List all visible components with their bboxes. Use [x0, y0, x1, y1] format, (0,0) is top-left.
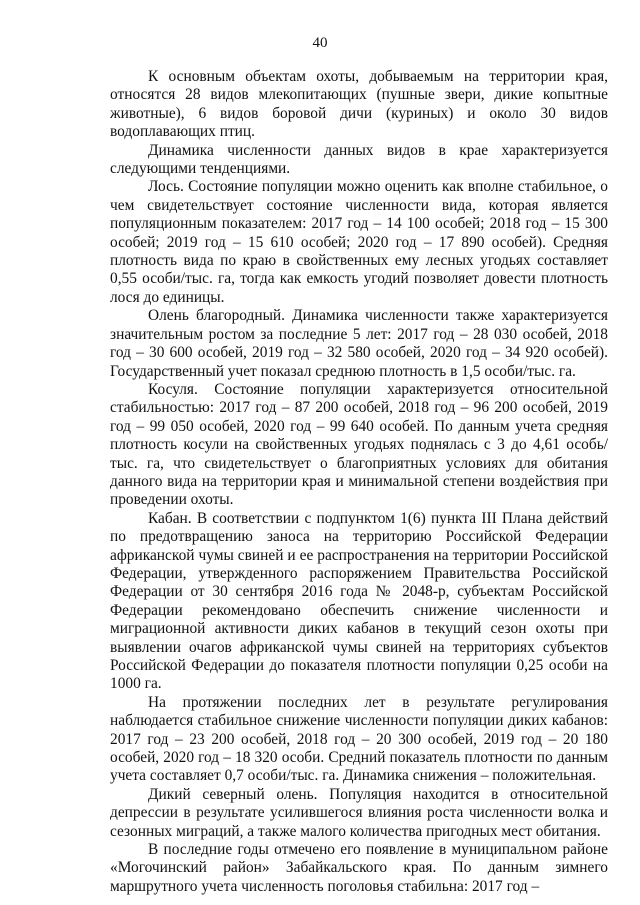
paragraph-reindeer: Дикий северный олень. Популяция находится в относительной депрессии в результате усилившегося влияния роста численности волка и сезонных миграций, а также малого количества пригодных мест обитания. [110, 785, 608, 840]
paragraph-wild-boar: Кабан. В соответствии с подпунктом 1(6) пункта III Плана действий по предотвращению заноса на территорию Российской Федерации африканской чумы свиней и ее распространения на территории Российской Федерации, утвержденного распоряжением Правительства Российской Федерации от 30 сентября 2016 года № 2048-р, субъектам Российской Федерации рекомендовано обеспечить снижение численности и миграционной активности диких кабанов в текущий сезон охоты при выявлении очагов африканской чумы свиней на территориях субъектов Российской Федерации до показателя плотности популяции 0,25 особи на 1000 га. [110, 509, 608, 693]
paragraph-dynamics-intro: Динамика численности данных видов в крае характеризуется следующими тенденциями. [110, 141, 608, 178]
paragraph-moose: Лось. Состояние популяции можно оценить как вполне стабильное, о чем свидетельствует состояние численности вида, которая является популяционным показателем: 2017 год – 14 100 особей; 2018 год – 15 300 особей; 2019 год – 15 610 особей; 2020 год – 17 890 особей). Средняя плотность вида по краю в свойственных ему лесных угодьях составляет 0,55 особи/тыс. га, тогда как емкость угодий позволяет довести плотность лося до единицы. [110, 178, 608, 306]
paragraph-roe-deer: Косуля. Состояние популяции характеризуется относительной стабильностью: 2017 год – 87 200 особей, 2018 год – 96 200 особей, 2019 год – 99 050 особей, 2020 год – 99 640 особей. По данным учета средняя плотность косули на свойственных угодьях поднялась с 3 до 4,61 особь/тыс. га, что свидетельствует о благоприятных условиях для обитания данного вида на территории края и минимальной степени воздействия при проведении охоты. [110, 380, 608, 509]
page-number: 40 [312, 35, 328, 51]
paragraph-red-deer: Олень благородный. Динамика численности также характеризуется значительным ростом за последние 5 лет: 2017 год – 28 030 особей, 2018 год – 30 600 особей, 2019 год – 32 580 особей, 2020 год – 34 920 особей). Государственный учет показал среднюю плотность в 1,5 особи/тыс. га. [110, 307, 608, 380]
document-body [110, 68, 608, 896]
paragraph-wild-boar-decline: На протяжении последних лет в результате регулирования наблюдается стабильное снижение численности популяции диких кабанов: 2017 год – 23 200 особей, 2018 год – 20 300 особей, 2019 год – 20 180 особей, 2020 год – 18 320 особи. Средний показатель плотности по данным учета составляет 0,7 особи/тыс. га. Динамика снижения – положительная. [110, 693, 608, 785]
paragraph-hunting-objects: К основным объектам охоты, добываемым на территории края, относятся 28 видов млекопитающих (пушные звери, дикие копытные животные), 6 видов боровой дичи (куриных) и около 30 видов водоплавающих птиц. [110, 68, 608, 141]
paragraph-mogocha-district: В последние годы отмечено его появление в муниципальном районе «Могочинский район» Забайкальского края. По данным зимнего маршрутного учета численность поголовья стабильна: 2017 год – [110, 841, 608, 895]
